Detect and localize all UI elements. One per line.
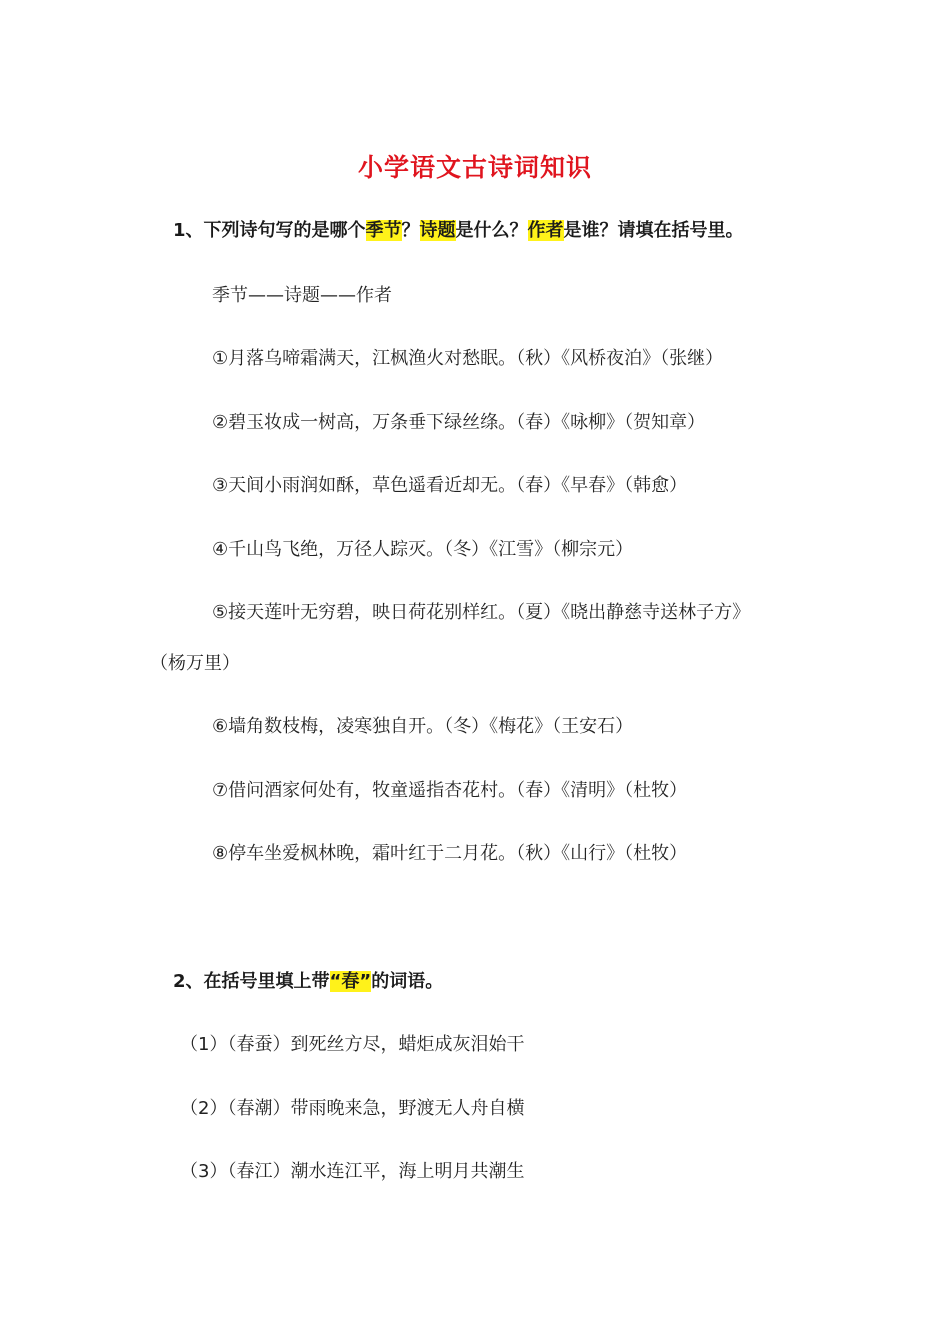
fill-item: （1）（春蚕）到死丝方尽，蜡炬成灰泪始干 xyxy=(180,1034,525,1055)
heading-text: 的词语。 xyxy=(371,971,444,992)
fill-item: （2）（春潮）带雨晚来急，野渡无人舟自横 xyxy=(180,1098,525,1119)
highlight-poem-title: 诗题 xyxy=(419,220,456,241)
poem-item: ①月落乌啼霜满天，江枫渔火对愁眠。（秋）《风桥夜泊》（张继） xyxy=(212,348,724,369)
heading-text: ？ xyxy=(401,220,420,241)
poem-item: ⑧停车坐爱枫林晚，霜叶红于二月花。（秋）《山行》（杜牧） xyxy=(212,843,688,864)
column-header: 季节——诗题——作者 xyxy=(212,285,392,306)
page-title: 小学语文古诗词知识 xyxy=(357,153,592,182)
poem-item: ②碧玉妆成一树高，万条垂下绿丝绦。（春）《咏柳》（贺知章） xyxy=(212,412,706,433)
question-1-heading xyxy=(173,216,744,242)
highlight-spring: “春” xyxy=(329,971,372,992)
poem-item: ⑦借问酒家何处有，牧童遥指杏花村。（春）《清明》（杜牧） xyxy=(212,780,688,801)
fill-item: （3）（春江）潮水连江平，海上明月共潮生 xyxy=(180,1161,525,1182)
poem-item: ⑤接天莲叶无穷碧，映日荷花别样红。（夏）《晓出静慈寺送林子方》 xyxy=(212,602,751,623)
poem-item: ⑥墙角数枝梅，凌寒独自开。（冬）《梅花》（王安石） xyxy=(212,716,634,737)
poem-item: ③天间小雨润如酥，草色遥看近却无。（春）《早春》（韩愈） xyxy=(212,475,688,496)
heading-text: 1、下列诗句写的是哪个 xyxy=(173,220,366,241)
poem-item: ④千山鸟飞绝，万径人踪灭。（冬）《江雪》（柳宗元） xyxy=(212,539,634,560)
highlight-season: 季节 xyxy=(365,220,402,241)
heading-text: 2、在括号里填上带 xyxy=(173,971,330,992)
highlight-author: 作者 xyxy=(527,220,564,241)
heading-text: 是谁？请填在括号里。 xyxy=(563,220,744,241)
heading-text: 是什么？ xyxy=(455,220,528,241)
poem-item-continuation: （杨万里） xyxy=(150,653,240,674)
question-2-heading xyxy=(173,967,443,993)
